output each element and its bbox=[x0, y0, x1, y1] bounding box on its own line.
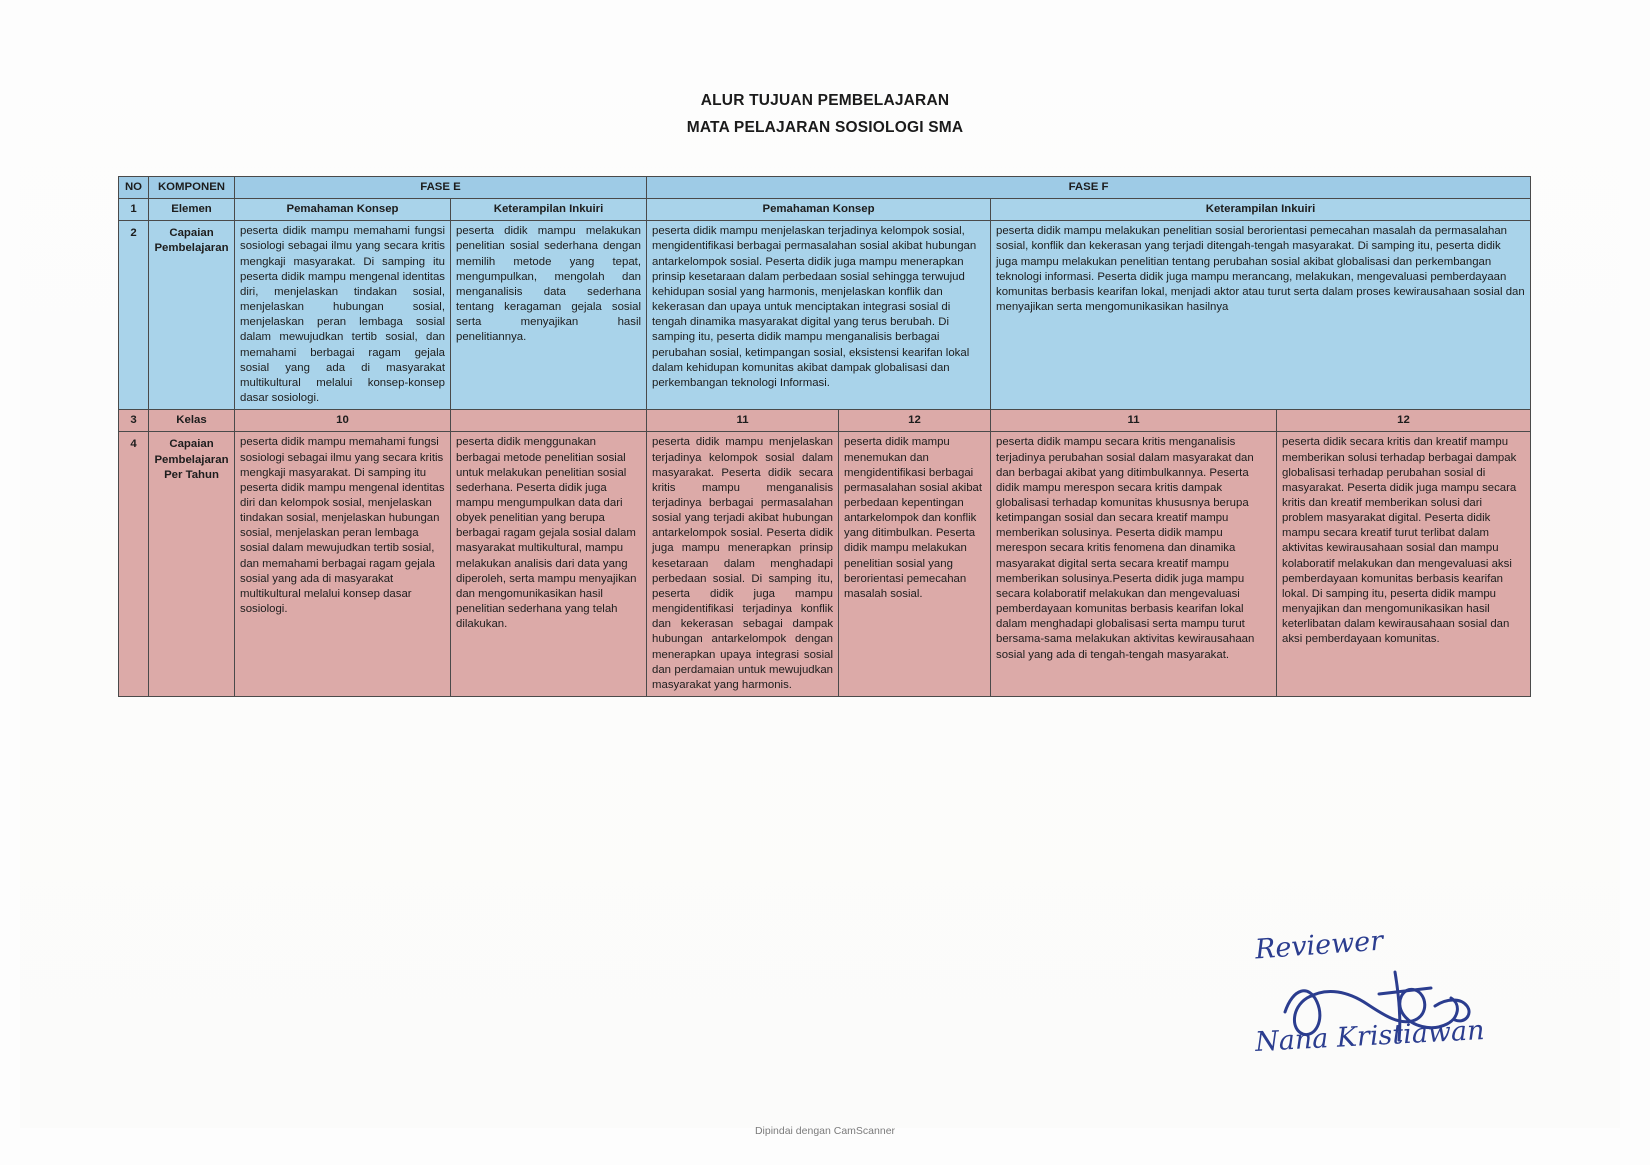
reviewer-name: Nana Kristiawan bbox=[1254, 1015, 1486, 1058]
cpt-kelas12-pemahaman: peserta didik mampu menemukan dan mengidentifikasi berbagai permasalahan sosial akibat perbedaan kepentingan antarkelompok dan konflik yang ditimbulkan. Peserta didik mampu melakukan penelitian sosial yang berorientasi pemecahan masalah sosial. bbox=[839, 432, 991, 697]
kelas-value-11b: 11 bbox=[991, 410, 1277, 432]
title-line-1: ALUR TUJUAN PEMBELAJARAN bbox=[700, 92, 950, 109]
title-line-2: MATA PELAJARAN SOSIOLOGI SMA bbox=[686, 119, 964, 136]
elemen-komponen: Elemen bbox=[149, 199, 235, 221]
header-no: NO bbox=[119, 177, 149, 199]
elemen-f-keterampilan: Keterampilan Inkuiri bbox=[991, 199, 1531, 221]
cp-f-keterampilan: peserta didik mampu melakukan penelitian sosial berorientasi pemecahan masalah da permasalahan sosial, konflik dan kekerasan yang terjadi ditengah-tengah masyarakat. Di samping itu, peserta didik juga mampu melakukan penelitian tentang perubahan sosial akibat globalisasi dan perkembangan teknologi informasi. Peserta didik juga mampu merancang, melakukan, mengevaluasi pemberdayaan komunitas berbasis kearifan lokal, menjadi aktor atau turut serta dalam proses kewirausahaan sosial dan menyajikan serta mengomunikasikan hasilnya bbox=[991, 221, 1531, 410]
cpt-kelas10-pemahaman: peserta didik mampu memahami fungsi sosiologi sebagai ilmu yang secara kritis mengkaji masyarakat. Di samping itu peserta didik mampu mengenal identitas diri dan kelompok sosial, menjelaskan tindakan sosial, menjelaskan hubungan sosial, menjelaskan peran lembaga sosial dalam mewujudkan tertib sosial, dan memahami berbagai ragam gejala sosial yang ada di masyarakat multikultural melalui konsep dasar sosiologi. bbox=[235, 432, 451, 697]
page-title bbox=[0, 92, 1650, 137]
cpt-kelas11-keterampilan: peserta didik mampu secara kritis menganalisis terjadinya perubahan sosial dalam masyarakat dan dan berbagai akibat yang ditimbulkannya. Peserta didik mampu merespon secara kritis dampak globalisasi terhadap komunitas khususnya berupa ketimpangan sosial dan secara kreatif mampu memberikan solusinya. Peserta didik mampu merespon secara kritis fenomena dan dinamika masyarakat digital serta secara kreatif mampu memberikan solusinya.Peserta didik juga mampu secara kolaboratif melakukan dan mengevaluasi pemberdayaan komunitas berbasis kearifan lokal dalam menghadapi globalisasi serta mampu turut bersama-sama melakukan aktivitas kewirausahaan sosial yang ada di tengah-tengah masyarakat. bbox=[991, 432, 1277, 697]
kelas-value-12b: 12 bbox=[1277, 410, 1531, 432]
header-fase-e: FASE E bbox=[235, 177, 647, 199]
table-header-row bbox=[119, 177, 1531, 199]
kelas-value-10b bbox=[451, 410, 647, 432]
table-row-elemen bbox=[119, 199, 1531, 221]
kelas-value-11: 11 bbox=[647, 410, 839, 432]
kelas-komponen: Kelas bbox=[149, 410, 235, 432]
cpt-kelas12-keterampilan: peserta didik secara kritis dan kreatif mampu memberikan solusi terhadap berbagai dampak globalisasi terhadap perubahan sosial di masyarakat. Peserta didik juga mampu secara kritis dan kreatif memberikan solusi dari problem masyarakat digital. Peserta didik mampu secara kreatif turut terlibat dalam aktivitas kewirausahaan sosial dan mampu kolaboratif melakukan dan mengevaluasi aksi pemberdayaan komunitas berbasis kearifan lokal. Di samping itu, peserta didik mampu menyajikan dan mengomunikasikan hasil keterlibatan dalam kewirausahaan sosial dan aksi pemberdayaan komunitas. bbox=[1277, 432, 1531, 697]
elemen-f-pemahaman: Pemahaman Konsep bbox=[647, 199, 991, 221]
cpt-no: 4 bbox=[119, 432, 149, 697]
table-row-capaian-pembelajaran bbox=[119, 221, 1531, 410]
cp-e-pemahaman: peserta didik mampu memahami fungsi sosiologi sebagai ilmu yang secara kritis mengkaji masyarakat. Di samping itu peserta didik mampu mengenal identitas diri, menjelaskan tindakan sosial, menjelaskan hubungan sosial, menjelaskan peran lembaga sosial dalam mewujudkan tertib sosial, dan memahami berbagai ragam gejala sosial yang ada di masyarakat multikultural melalui konsep-konsep dasar sosiologi. bbox=[235, 221, 451, 410]
cpt-kelas10-keterampilan: peserta didik menggunakan berbagai metode penelitian sosial untuk melakukan penelitian sosial sederhana. Peserta didik juga mampu mengumpulkan data dari obyek penelitian yang berupa berbagai ragam gejala sosial dalam masyarakat multikultural, mampu melakukan analisis dari data yang diperoleh, serta mampu menyajikan dan mengomunikasikan hasil penelitian sederhana yang telah dilakukan. bbox=[451, 432, 647, 697]
header-komponen: KOMPONEN bbox=[149, 177, 235, 199]
cp-komponen: Capaian Pembelajaran bbox=[149, 221, 235, 410]
cp-e-keterampilan: peserta didik mampu melakukan penelitian sosial sederhana dengan memilih metode yang tepat, mengumpulkan, mengolah dan menganalisis data sederhana tentang keragaman gejala sosial serta menyajikan hasil penelitiannya. bbox=[451, 221, 647, 410]
kelas-no: 3 bbox=[119, 410, 149, 432]
cp-no: 2 bbox=[119, 221, 149, 410]
header-fase-f: FASE F bbox=[647, 177, 1531, 199]
cp-f-pemahaman: peserta didik mampu menjelaskan terjadinya kelompok sosial, mengidentifikasi berbagai permasalahan sosial akibat hubungan antarkelompok sosial. Peserta didik juga mampu menerapkan prinsip kesetaraan dalam perbedaan sosial sehingga terwujud kehidupan sosial yang harmonis, menjelaskan konflik dan kekerasan dan upaya untuk menciptakan integrasi sosial di tengah dinamika masyarakat digital yang terus berubah. Di samping itu, peserta didik mampu menganalisis berbagai perubahan sosial, ketimpangan sosial, eksistensi kearifan lokal dalam kehidupan komunitas akibat dampak globalisasi dan perkembangan teknologi Informasi. bbox=[647, 221, 991, 410]
kelas-value-10: 10 bbox=[235, 410, 451, 432]
atp-table bbox=[118, 176, 1531, 697]
cpt-komponen: Capaian Pembelajaran Per Tahun bbox=[149, 432, 235, 697]
atp-table-container bbox=[118, 176, 1530, 697]
reviewer-label: Reviewer bbox=[1254, 925, 1385, 966]
elemen-e-pemahaman: Pemahaman Konsep bbox=[235, 199, 451, 221]
scanner-watermark: Dipindai dengan CamScanner bbox=[754, 1125, 896, 1137]
signature-block bbox=[1254, 925, 1585, 1070]
kelas-value-12: 12 bbox=[839, 410, 991, 432]
table-row-capaian-per-tahun bbox=[119, 432, 1531, 697]
table-row-kelas bbox=[119, 410, 1531, 432]
elemen-no: 1 bbox=[119, 199, 149, 221]
elemen-e-keterampilan: Keterampilan Inkuiri bbox=[451, 199, 647, 221]
cpt-kelas11-pemahaman: peserta didik mampu menjelaskan terjadinya kelompok sosial dalam masyarakat. Peserta didik secara kritis mampu menganalisis terjadinya berbagai permasalahan sosial yang terjadi akibat hubungan antarkelompok sosial. Peserta didik juga mampu menerapkan prinsip kesetaraan dalam menghadapi perbedaan sosial. Di samping itu, peserta didik juga mampu mengidentifikasi terjadinya konflik dan kekerasan sebagai dampak hubungan antarkelompok dengan menerapkan upaya integrasi sosial dan perdamaian untuk mewujudkan masyarakat yang harmonis. bbox=[647, 432, 839, 697]
